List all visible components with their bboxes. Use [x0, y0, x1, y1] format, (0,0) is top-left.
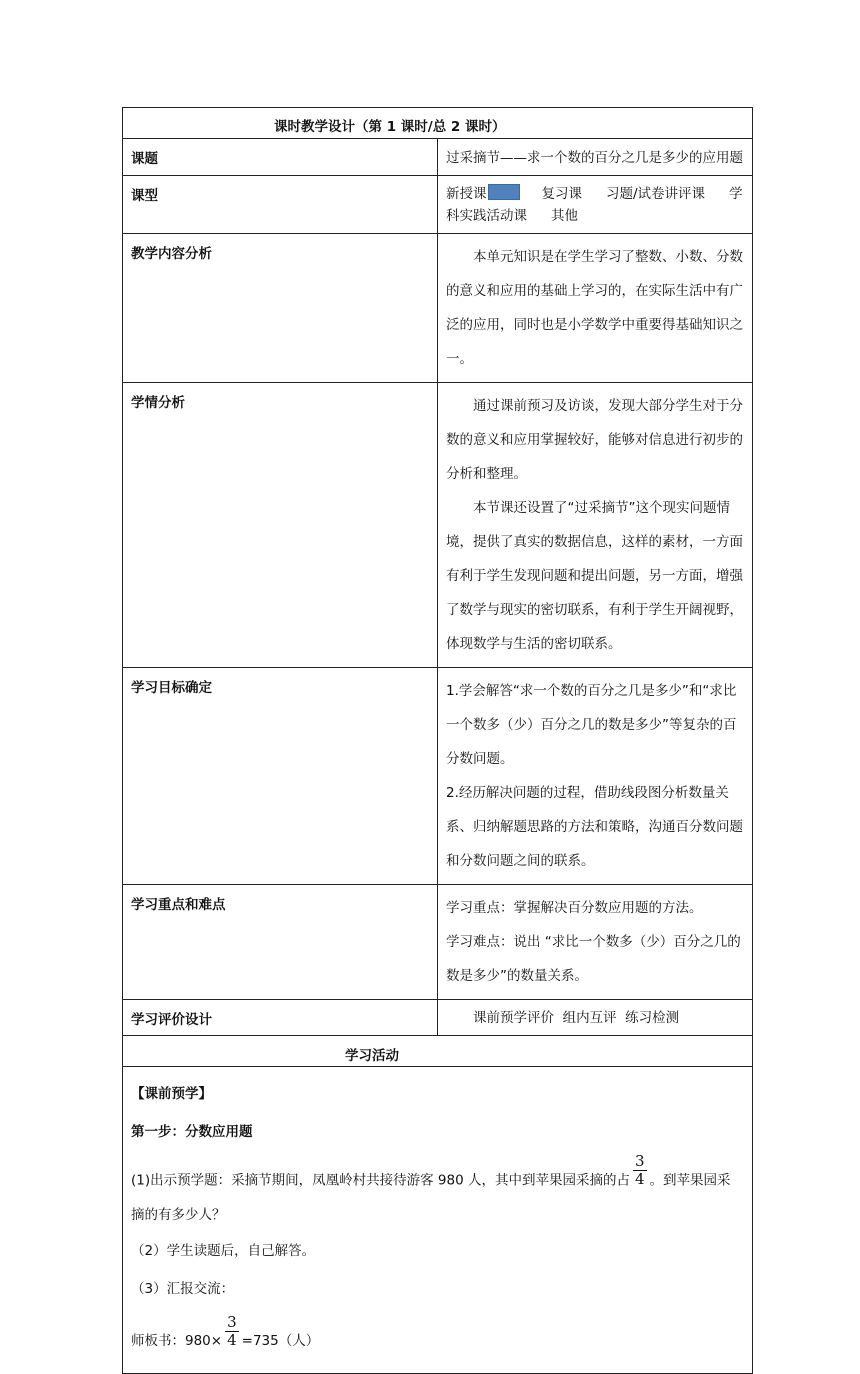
difficult-point-text: 学习难点：说出 “求比一个数多（少）百分之几的数是多少”的数量关系。 — [446, 934, 741, 984]
selected-mark — [488, 184, 520, 200]
key-points-label: 学习重点和难点 — [123, 885, 438, 1000]
evaluation-value: 课前预学评价 组内互评 练习检测 — [438, 1000, 753, 1036]
objective-item-1: 1.学会解答“求一个数的百分之几是多少”和“求比一个数多（少）百分之几的数是多少”等复杂的百分数问题。 — [446, 683, 737, 767]
content-analysis-text: 本单元知识是在学生学习了整数、小数、分数的意义和应用的基础上学习的，在实际生活中有广泛的应用，同时也是小学数学中重要得基础知识之一。 — [446, 249, 743, 367]
type-option-review[interactable]: 复习课 — [541, 186, 582, 202]
board-fraction-numerator: 3 — [227, 1312, 237, 1331]
content-analysis-cell — [438, 234, 753, 383]
lesson-design-document — [122, 107, 753, 1374]
activities-header-cell — [123, 1036, 753, 1067]
question-2: （2）学生读题后，自己解答。 — [131, 1243, 316, 1259]
fraction-numerator: 3 — [634, 1152, 645, 1170]
question-1-text-after: 。到苹果园采摘的有多少人？ — [131, 1172, 731, 1223]
student-analysis-label: 学情分析 — [123, 383, 438, 668]
topic-value: 过采摘节——求一个数的百分之几是多少的应用题 — [438, 139, 753, 176]
question-1 — [131, 1152, 744, 1232]
board-text-after: =735（人） — [241, 1333, 320, 1349]
key-points-cell — [438, 885, 753, 1000]
activities-title: 学习活动 — [345, 1048, 399, 1064]
type-option-exercise[interactable]: 习题/试卷讲评课 — [606, 186, 706, 202]
student-analysis-para1: 通过课前预习及访谈，发现大部分学生对于分数的意义和应用掌握较好，能够对信息进行初步的分析和整理。 — [446, 398, 743, 482]
fraction-three-quarters — [633, 1153, 647, 1188]
objectives-cell — [438, 668, 753, 885]
type-options — [438, 176, 753, 234]
student-analysis-cell — [438, 383, 753, 668]
type-option-new[interactable]: 新授课 — [446, 186, 487, 202]
board-text-before: 师板书：980× — [131, 1333, 223, 1349]
content-analysis-label: 教学内容分析 — [123, 234, 438, 383]
step1-heading: 第一步：分数应用题 — [131, 1124, 253, 1140]
question-1-text-before: (1)出示预学题：采摘节期间，凤凰岭村共接待游客 980 人，其中到苹果园采摘的占 — [131, 1172, 630, 1189]
type-label: 课型 — [123, 176, 438, 234]
key-point-text: 学习重点：掌握解决百分数应用题的方法。 — [446, 900, 703, 916]
activities-cell — [123, 1067, 753, 1374]
pre-study-heading: 【课前预学】 — [131, 1086, 212, 1102]
type-option-practice[interactable]: 学科实践活动课 — [446, 186, 743, 224]
objectives-label: 学习目标确定 — [123, 668, 438, 885]
fraction-denominator: 4 — [634, 1170, 645, 1188]
type-option-other[interactable]: 其他 — [551, 208, 578, 224]
topic-label: 课题 — [123, 139, 438, 176]
board-fraction-denominator: 4 — [227, 1330, 237, 1349]
table-title-cell — [123, 108, 753, 139]
page-title: 课时教学设计（第 1 课时/总 2 课时） — [274, 119, 506, 135]
question-3: （3）汇报交流： — [131, 1281, 235, 1297]
board-fraction — [225, 1314, 239, 1349]
evaluation-label: 学习评价设计 — [123, 1000, 438, 1036]
student-analysis-para2: 本节课还设置了“过采摘节”这个现实问题情境，提供了真实的数据信息，这样的素材，一方面有利于学生发现问题和提出问题，另一方面，增强了数学与现实的密切联系，有利于学生开阔视野，体现数学与生活的密切联系。 — [446, 500, 743, 652]
objective-item-2: 2.经历解决问题的过程，借助线段图分析数量关系、归纳解题思路的方法和策略，沟通百分数问题和分数问题之间的联系。 — [446, 785, 743, 869]
board-writing — [131, 1312, 744, 1360]
lesson-design-table — [122, 107, 753, 1374]
